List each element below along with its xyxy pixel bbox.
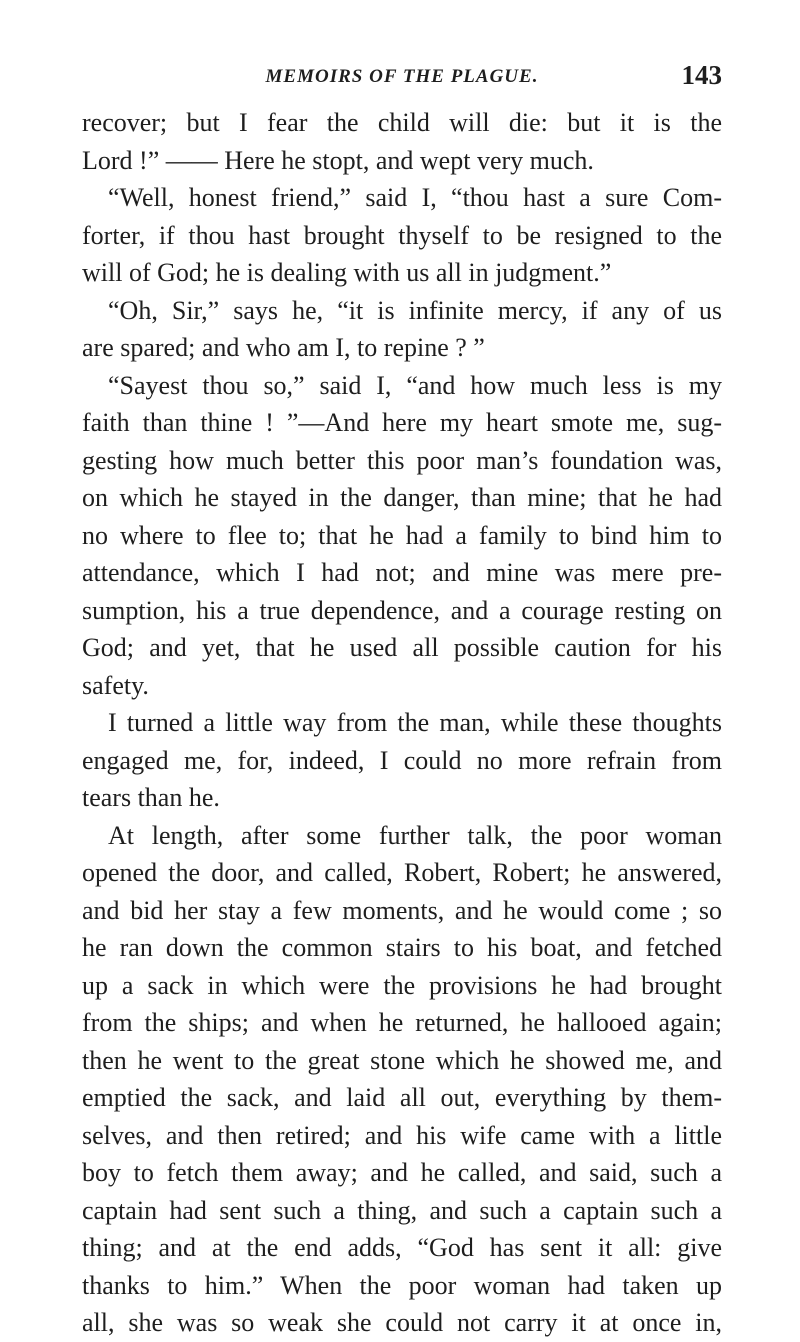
text-line: At length, after some further talk, the poor woman [108, 820, 722, 850]
text-line: then he went to the great stone which he showed me, and [82, 1045, 722, 1075]
text-line: boy to fetch them away; and he called, and said, such a [82, 1158, 722, 1187]
text-line: Lord !” —— Here he stopt, and wept very much. [82, 145, 594, 175]
text-line: “Sayest thou so,” said I, “and how much less is my [108, 370, 722, 400]
text-line: emptied the sack, and laid all out, everything by them- [82, 1083, 722, 1112]
running-title: MEMOIRS OF THE PLAGUE. [265, 66, 539, 87]
text-line: attendance, which I had not; and mine was mere pre- [82, 558, 722, 587]
text-line: forter, if thou hast brought thyself to be resigned to the [82, 220, 722, 250]
text-line: “Well, honest friend,” said I, “thou hast a sure Com- [108, 183, 722, 212]
page-number: 143 [681, 60, 722, 90]
text-line: no where to flee to; that he had a family to bind him to [82, 520, 722, 550]
text-line: thing; and at the end adds, “God has sent it all: give [82, 1233, 722, 1262]
text-line: God; and yet, that he used all possible caution for his [82, 633, 722, 662]
text-line: on which he stayed in the danger, than mine; that he had [82, 483, 722, 512]
text-line: he ran down the common stairs to his boat, and fetched [82, 933, 722, 962]
text-line: gesting how much better this poor man’s foundation was, [82, 445, 722, 475]
text-line: “Oh, Sir,” says he, “it is infinite mercy, if any of us [108, 295, 722, 325]
text-line: opened the door, and called, Robert, Robert; he answered, [82, 858, 722, 887]
text-line: sumption, his a true dependence, and a courage resting on [82, 595, 722, 625]
text-line: up a sack in which were the provisions he had brought [82, 970, 722, 1000]
text-line: and bid her stay a few moments, and he would come ; so [82, 895, 722, 925]
text-line: I turned a little way from the man, while these thoughts [108, 708, 722, 737]
text-line: safety. [82, 670, 149, 700]
running-head [82, 60, 722, 94]
text-line: engaged me, for, indeed, I could no more refrain from [82, 745, 722, 775]
text-line: faith than thine ! ”—And here my heart smote me, sug- [82, 408, 722, 437]
text-line: all, she was so weak she could not carry it at once in, [82, 1308, 722, 1337]
body-text [82, 104, 722, 1342]
text-line: tears than he. [82, 783, 220, 812]
text-line: thanks to him.” When the poor woman had taken up [82, 1270, 722, 1300]
text-line: from the ships; and when he returned, he hallooed again; [82, 1008, 722, 1037]
text-line: recover; but I fear the child will die: but it is the [82, 108, 722, 137]
text-line: selves, and then retired; and his wife came with a little [82, 1120, 722, 1150]
text-line: captain had sent such a thing, and such a captain such a [82, 1195, 722, 1225]
text-line: will of God; he is dealing with us all in judgment.” [82, 258, 612, 287]
text-line: are spared; and who am I, to repine ? ” [82, 333, 485, 362]
